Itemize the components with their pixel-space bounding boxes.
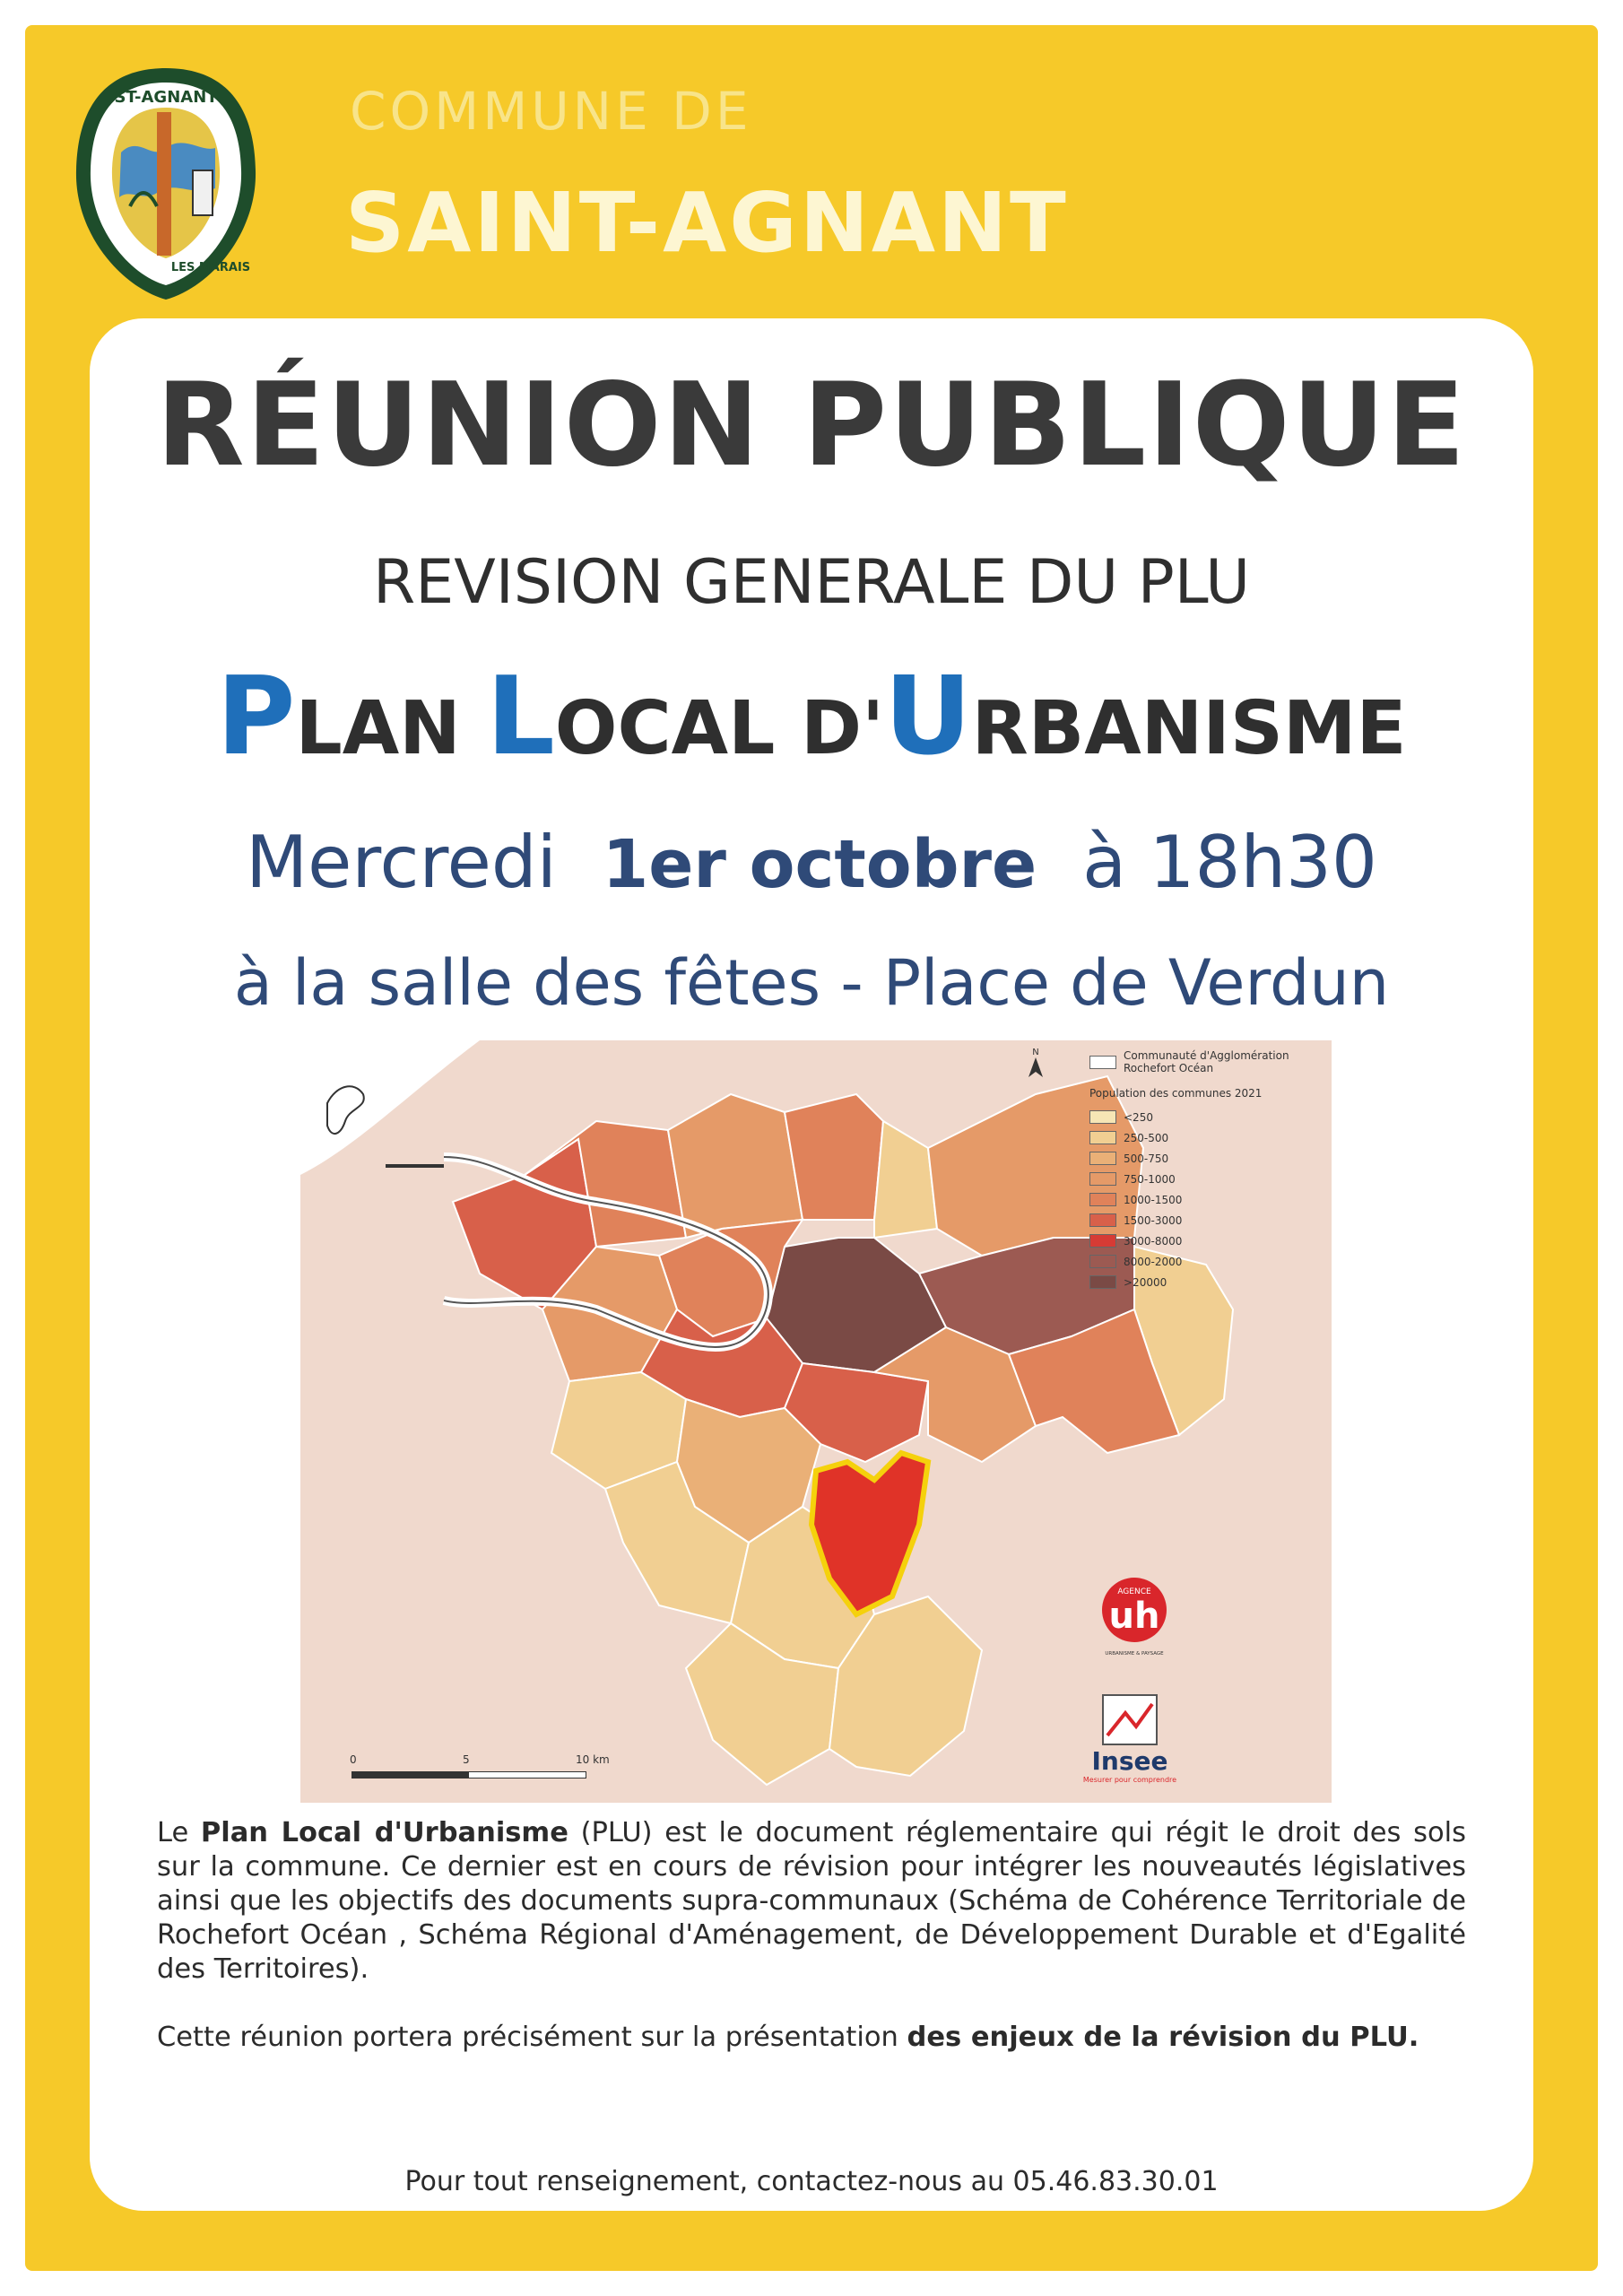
map-legend — [1089, 1049, 1358, 1292]
agence-uh-logo-icon — [1094, 1574, 1175, 1659]
north-arrow-icon — [1027, 1057, 1045, 1077]
legend-class-label: 8000-2000 — [1124, 1255, 1183, 1268]
body-p1-post: (PLU) est le document réglementaire qui régit le droit des sols sur la commune. Ce dernier est en cours de révision pour intégrer les nouveautés législatives ainsi que les objectifs des documents supra-communaux (Schéma de Cohérence Territoriale de Rochefort Océan , Schéma Régional d'Aménagement, de Développement Durable et d'Egalité des Territoires). — [157, 1817, 1466, 1985]
header-town-name: SAINT-AGNANT — [345, 175, 1069, 271]
legend-class-row — [1089, 1127, 1358, 1148]
scale-bar — [352, 1771, 586, 1779]
legend-class-row — [1089, 1107, 1358, 1127]
legend-swatch — [1089, 1234, 1116, 1248]
legend-class-label: 1000-1500 — [1124, 1193, 1183, 1206]
plu-text-rbanisme: RBANISME — [971, 686, 1407, 771]
logo-uh-top: AGENCE — [1117, 1587, 1151, 1596]
body-p1-pre: Le — [157, 1817, 201, 1848]
scale-label-5: 5 — [463, 1753, 470, 1766]
legend-class-label: >20000 — [1124, 1275, 1167, 1289]
legend-swatch — [1089, 1172, 1116, 1186]
legend-class-row — [1089, 1189, 1358, 1210]
plu-text-ocal: OCAL D' — [554, 686, 885, 771]
legend-class-label: 500-750 — [1124, 1152, 1169, 1165]
legend-swatch — [1089, 1275, 1116, 1289]
logo-uh-mark: uh — [1108, 1596, 1160, 1637]
legend-swatch — [1089, 1131, 1116, 1144]
north-label: N — [1032, 1048, 1039, 1057]
body-p2-pre: Cette réunion portera précisément sur la présentation — [157, 2022, 907, 2053]
legend-class-row — [1089, 1169, 1358, 1189]
legend-boundary-line1: Communauté d'Agglomération — [1124, 1049, 1289, 1062]
legend-class-row — [1089, 1210, 1358, 1231]
date-day: Mercredi — [246, 821, 557, 904]
scale-label-0: 0 — [350, 1753, 357, 1766]
legend-class-row — [1089, 1231, 1358, 1251]
legend-swatch — [1089, 1255, 1116, 1268]
legend-swatch — [1089, 1110, 1116, 1124]
logo-insee-sub: Mesurer pour comprendre — [1082, 1776, 1177, 1784]
legend-class-row — [1089, 1272, 1358, 1292]
body-text — [157, 1816, 1466, 2089]
plu-text-lan: LAN — [295, 686, 487, 771]
legend-swatch — [1089, 1152, 1116, 1165]
plu-heading — [0, 655, 1623, 779]
legend-class-row — [1089, 1251, 1358, 1272]
north-arrow — [1027, 1048, 1045, 1083]
date-line — [0, 821, 1623, 904]
body-p2-bold: des enjeux de la révision du PLU. — [907, 2022, 1419, 2053]
logo-insee-text: Insee — [1091, 1746, 1168, 1776]
legend-swatch — [1089, 1193, 1116, 1206]
legend-boundary-label — [1124, 1049, 1289, 1074]
place-line: à la salle des fêtes - Place de Verdun — [233, 946, 1390, 1020]
body-paragraph-2 — [157, 2021, 1466, 2055]
legend-class-label: 1500-3000 — [1124, 1213, 1183, 1227]
insee-logo-icon — [1081, 1691, 1179, 1789]
legend-class-row — [1089, 1148, 1358, 1169]
subtitle: REVISION GENERALE DU PLU — [373, 547, 1250, 618]
scale-label-10: 10 km — [576, 1753, 610, 1766]
legend-boundary-line2: Rochefort Océan — [1124, 1062, 1214, 1074]
map-scale-bar — [350, 1753, 619, 1789]
crest-top-text: ST-AGNANT — [114, 88, 218, 107]
map-commune — [785, 1094, 883, 1220]
legend-class-label: 250-500 — [1124, 1131, 1169, 1144]
crest-bottom-text: LES MARAIS — [170, 261, 251, 274]
page-title: RÉUNION PUBLIQUE — [156, 359, 1467, 492]
plu-cap-u: U — [884, 655, 972, 779]
commune-crest-icon — [67, 63, 265, 305]
body-p1-bold: Plan Local d'Urbanisme — [200, 1817, 568, 1848]
date-date: 1er octobre — [602, 826, 1037, 903]
plu-cap-p: P — [216, 655, 296, 779]
legend-classes — [1089, 1107, 1358, 1292]
legend-heading: Population des communes 2021 — [1089, 1087, 1263, 1100]
contact-line: Pour tout renseignement, contactez-nous au 05.46.83.30.01 — [404, 2166, 1219, 2197]
logo-uh-sub: URBANISME & PAYSAGE — [1105, 1651, 1164, 1657]
legend-class-label: <250 — [1124, 1110, 1153, 1124]
header-commune-de: COMMUNE DE — [350, 81, 752, 142]
date-time: à 18h30 — [1082, 821, 1377, 904]
body-paragraph-1 — [157, 1816, 1466, 1987]
legend-class-label: 750-1000 — [1124, 1172, 1176, 1186]
plu-cap-l: L — [486, 655, 555, 779]
legend-swatch — [1089, 1213, 1116, 1227]
legend-boundary-swatch — [1089, 1056, 1116, 1069]
legend-class-label: 3000-8000 — [1124, 1234, 1183, 1248]
